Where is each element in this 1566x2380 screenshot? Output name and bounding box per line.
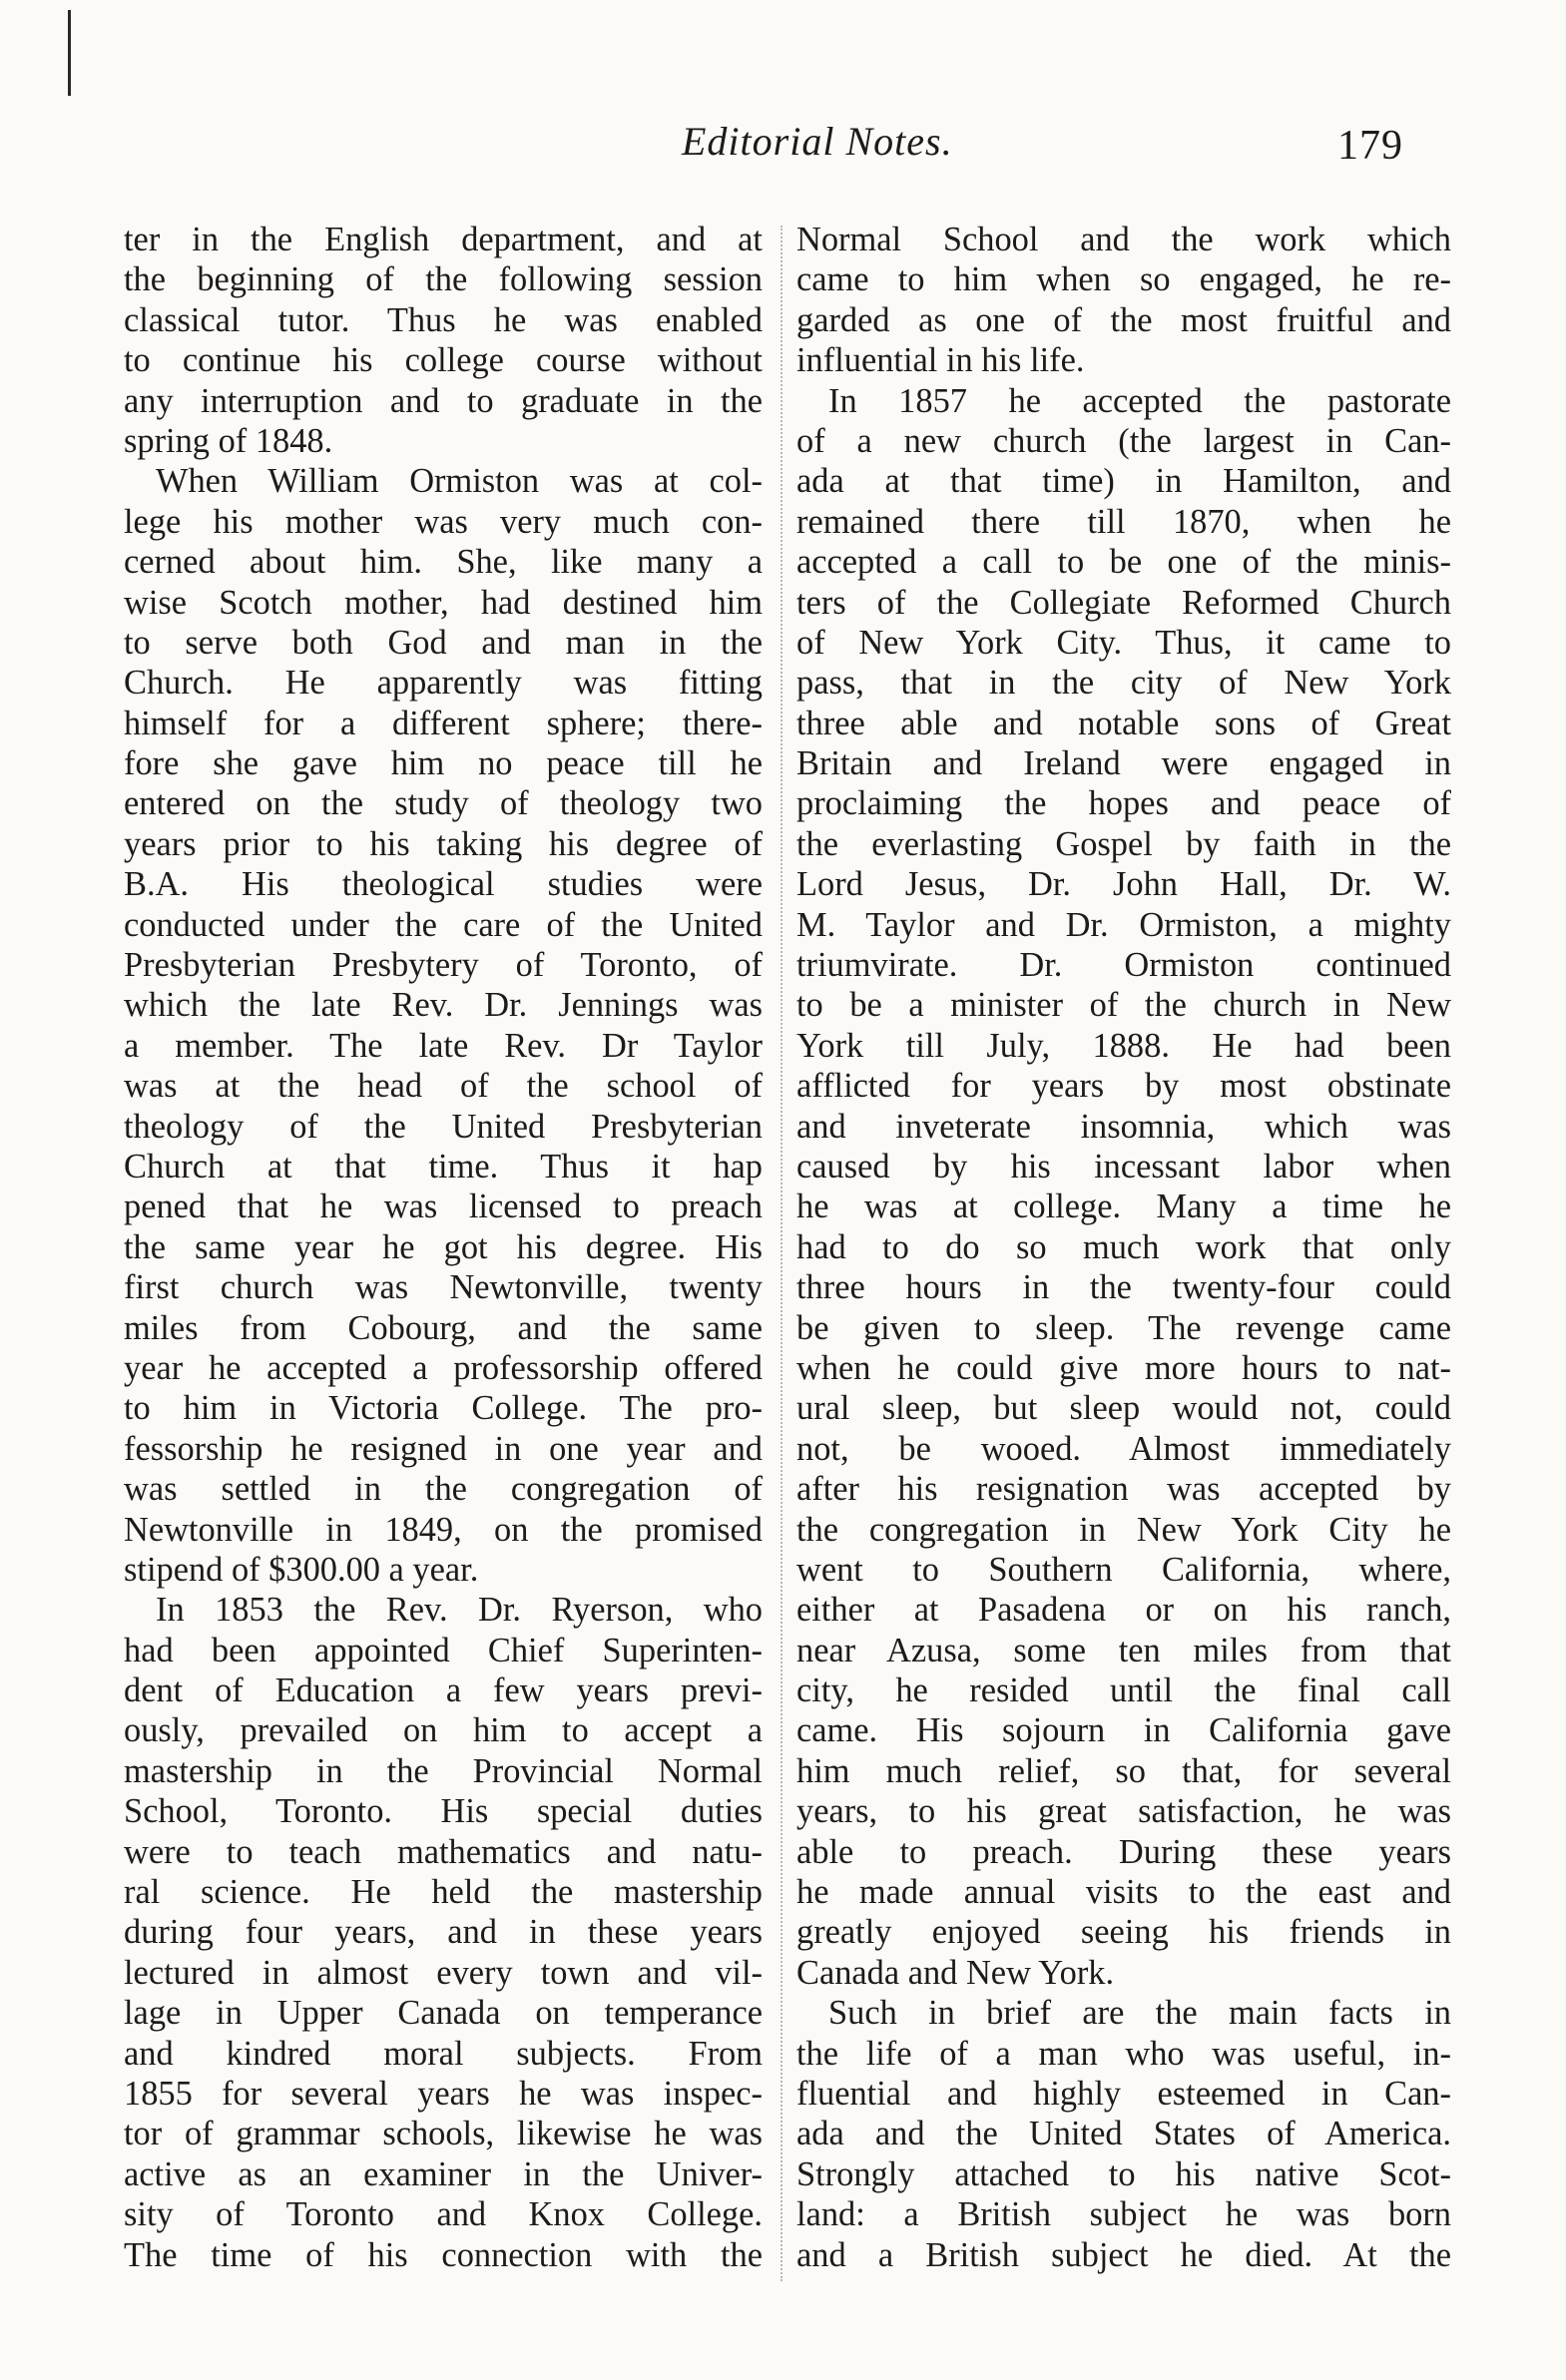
text-line: theology of the United Presbyterian [124, 1107, 763, 1146]
text-line: be given to sleep. The revenge came [796, 1308, 1451, 1347]
text-line: sity of Toronto and Knox College. [124, 2195, 763, 2234]
text-line: entered on the study of theology two [124, 784, 763, 823]
text-line: him much relief, so that, for several [796, 1751, 1451, 1790]
text-line: went to Southern California, where, [796, 1550, 1451, 1589]
text-line: year he accepted a professorship offered [124, 1348, 763, 1387]
text-line: proclaiming the hopes and peace of [796, 784, 1451, 823]
text-line: able to preach. During these years [796, 1832, 1451, 1871]
text-line: wise Scotch mother, had destined him [124, 583, 763, 622]
page-number: 179 [1337, 123, 1403, 169]
text-line: to continue his college course without [124, 341, 763, 380]
text-line: lectured in almost every town and vil- [124, 1953, 763, 1992]
text-line: Strongly attached to his native Scot- [796, 2154, 1451, 2193]
text-line: accepted a call to be one of the minis- [796, 543, 1451, 582]
text-line: triumvirate. Dr. Ormiston continued [796, 946, 1451, 985]
text-line: the life of a man who was useful, in- [796, 2034, 1451, 2073]
text-line: Normal School and the work which [796, 221, 1451, 258]
text-line: Britain and Ireland were engaged in [796, 744, 1451, 783]
text-line: which the late Rev. Dr. Jennings was [124, 986, 763, 1025]
text-line: York till July, 1888. He had been [796, 1026, 1451, 1065]
text-line: ral science. He held the mastership [124, 1873, 763, 1912]
text-line: pass, that in the city of New York [796, 664, 1451, 703]
text-line: miles from Cobourg, and the same [124, 1308, 763, 1347]
text-line: first church was Newtonville, twenty [124, 1268, 763, 1307]
text-line: and a British subject he died. At the [796, 2235, 1451, 2274]
running-head: Editorial Notes. [682, 119, 953, 164]
text-line: during four years, and in these years [124, 1913, 763, 1952]
column-gutter [781, 226, 783, 2281]
text-line: influential in his life. [796, 341, 1085, 380]
text-line: dent of Education a few years previ- [124, 1671, 763, 1710]
text-line: ada and the United States of America. [796, 2115, 1451, 2153]
text-line: himself for a different sphere; there- [124, 704, 763, 742]
text-line: garded as one of the most fruitful and [796, 300, 1451, 339]
text-line: three hours in the twenty-four could [796, 1268, 1451, 1307]
text-line: pened that he was licensed to preach [124, 1188, 763, 1226]
text-line: the same year he got his degree. His [124, 1227, 763, 1266]
text-line: of a new church (the largest in Can- [796, 421, 1451, 460]
text-line: was at the head of the school of [124, 1067, 763, 1106]
text-line: active as an examiner in the Univer- [124, 2154, 763, 2193]
text-line: Such in brief are the main facts in [828, 1994, 1451, 2033]
text-line: came. His sojourn in California gave [796, 1711, 1451, 1750]
text-line: near Azusa, some ten miles from that [796, 1631, 1451, 1669]
text-line: and inveterate insomnia, which was [796, 1107, 1451, 1146]
text-line: fluential and highly esteemed in Can- [796, 2074, 1451, 2113]
text-line: stipend of $300.00 a year. [124, 1550, 479, 1589]
text-line: any interruption and to graduate in the [124, 381, 763, 420]
text-line: the beginning of the following session [124, 260, 763, 299]
text-line: cerned about him. She, like many a [124, 543, 763, 582]
text-line: he made annual visits to the east and [796, 1873, 1451, 1912]
text-line: M. Taylor and Dr. Ormiston, a mighty [796, 905, 1451, 944]
text-line: mastership in the Provincial Normal [124, 1751, 763, 1790]
text-line: lage in Upper Canada on temperance [124, 1994, 763, 2033]
left-column [124, 220, 763, 2275]
text-line: Church. He apparently was fitting [124, 664, 763, 703]
text-line: the everlasting Gospel by faith in the [796, 824, 1451, 863]
text-line: when he could give more hours to nat- [796, 1348, 1451, 1387]
text-line: a member. The late Rev. Dr Taylor [124, 1026, 763, 1065]
text-line: classical tutor. Thus he was enabled [124, 300, 763, 339]
text-line: to him in Victoria College. The pro- [124, 1389, 763, 1428]
text-line: three able and notable sons of Great [796, 704, 1451, 742]
text-line: not, be wooed. Almost immediately [796, 1429, 1451, 1468]
text-line: tor of grammar schools, likewise he was [124, 2115, 763, 2153]
text-line: Canada and New York. [796, 1953, 1115, 1992]
text-line: lege his mother was very much con- [124, 502, 763, 541]
text-line: ously, prevailed on him to accept a [124, 1711, 763, 1750]
text-line: caused by his incessant labor when [796, 1147, 1451, 1186]
text-line: years, to his great satisfaction, he was [796, 1792, 1451, 1831]
text-line: he was at college. Many a time he [796, 1188, 1451, 1226]
text-line: afflicted for years by most obstinate [796, 1067, 1451, 1106]
right-column [796, 220, 1451, 2275]
text-line: School, Toronto. His special duties [124, 1792, 763, 1831]
text-line: In 1853 the Rev. Dr. Ryerson, who [156, 1591, 763, 1630]
text-line: remained there till 1870, when he [796, 502, 1451, 541]
text-line: the congregation in New York City he [796, 1510, 1451, 1549]
text-line: after his resignation was accepted by [796, 1470, 1451, 1509]
text-line: spring of 1848. [124, 421, 333, 460]
text-line: The time of his connection with the [124, 2235, 763, 2274]
page-header [0, 108, 1566, 168]
text-line: ters of the Collegiate Reformed Church [796, 583, 1451, 622]
text-line: to be a minister of the church in New [796, 986, 1451, 1025]
text-line: conducted under the care of the United [124, 905, 763, 944]
text-line: had been appointed Chief Superinten- [124, 1631, 763, 1669]
text-line: Church at that time. Thus it hap [124, 1147, 763, 1186]
text-line: either at Pasadena or on his ranch, [796, 1591, 1451, 1630]
text-line: 1855 for several years he was inspec- [124, 2074, 763, 2113]
text-line: city, he resided until the final call [796, 1671, 1451, 1710]
text-line: Newtonville in 1849, on the promised [124, 1510, 763, 1549]
text-line: In 1857 he accepted the pastorate [828, 381, 1451, 420]
text-line: was settled in the congregation of [124, 1470, 763, 1509]
text-line: of New York City. Thus, it came to [796, 623, 1451, 662]
text-line: Presbyterian Presbytery of Toronto, of [124, 946, 763, 985]
text-line: were to teach mathematics and natu- [124, 1832, 763, 1871]
text-line: ter in the English department, and at [124, 221, 763, 258]
text-line: Lord Jesus, Dr. John Hall, Dr. W. [796, 865, 1451, 904]
text-line: and kindred moral subjects. From [124, 2034, 763, 2073]
page-edge-mark [68, 10, 71, 96]
text-line: B.A. His theological studies were [124, 865, 763, 904]
text-line: came to him when so engaged, he re- [796, 260, 1451, 299]
text-line: ada at that time) in Hamilton, and [796, 462, 1451, 501]
text-line: to serve both God and man in the [124, 623, 763, 662]
text-line: When William Ormiston was at col- [156, 462, 763, 501]
text-line: ural sleep, but sleep would not, could [796, 1389, 1451, 1428]
text-line: fore she gave him no peace till he [124, 744, 763, 783]
text-line: greatly enjoyed seeing his friends in [796, 1913, 1451, 1952]
text-line: years prior to his taking his degree of [124, 824, 763, 863]
text-line: land: a British subject he was born [796, 2195, 1451, 2234]
text-line: fessorship he resigned in one year and [124, 1429, 763, 1468]
text-line: had to do so much work that only [796, 1227, 1451, 1266]
